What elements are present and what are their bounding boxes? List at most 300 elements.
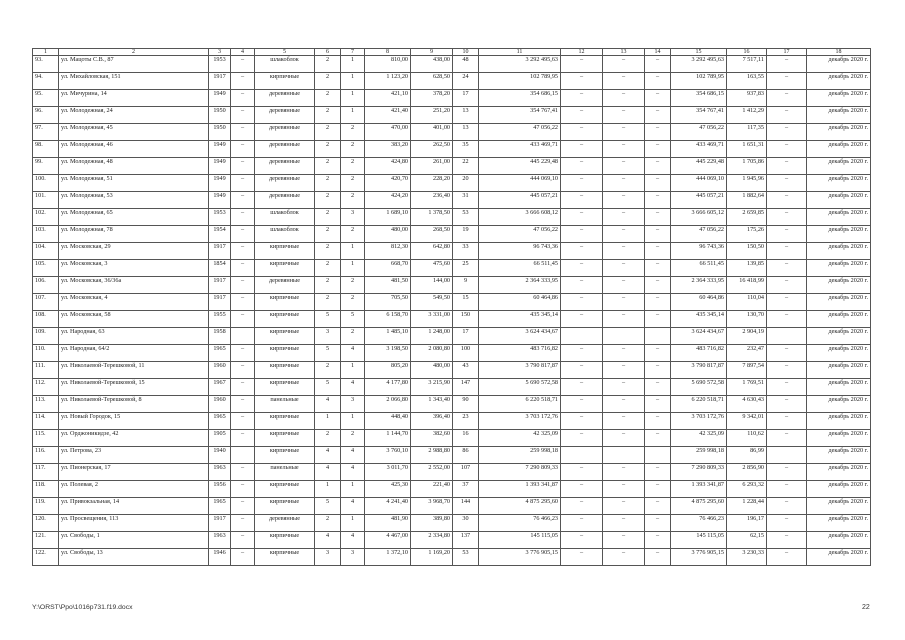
cell-entrances: 1 — [341, 107, 365, 124]
cell-floors: 3 — [315, 549, 341, 566]
cell-address: ул. Московская, 4 — [59, 294, 209, 311]
cell-entrances: 4 — [341, 447, 365, 464]
cell-wall-material: кирпичные — [255, 260, 315, 277]
cell-total-area: 425,30 — [365, 481, 411, 498]
cell-col-13: – — [603, 379, 645, 396]
cell-col-17: – — [767, 294, 807, 311]
cell-total-cost: 444 069,10 — [671, 175, 727, 192]
cell-entrances: 1 — [341, 56, 365, 73]
table-row — [33, 209, 871, 226]
cell-cost-per-m2: 163,55 — [727, 73, 767, 90]
column-header: 14 — [645, 49, 671, 56]
cell-floors: 4 — [315, 447, 341, 464]
cell-col-14: – — [645, 464, 671, 481]
cell-col-12: – — [561, 498, 603, 515]
column-header: 13 — [603, 49, 645, 56]
cell-row-number: 109. — [33, 328, 59, 345]
table-row — [33, 243, 871, 260]
cell-deadline: декабрь 2020 г. — [807, 209, 871, 226]
cell-col-17: – — [767, 549, 807, 566]
cell-col-17: – — [767, 464, 807, 481]
cell-deadline: декабрь 2020 г. — [807, 226, 871, 243]
cell-cost-per-m2: 1 769,51 — [727, 379, 767, 396]
cell-cost-per-m2: 139,85 — [727, 260, 767, 277]
table-row — [33, 158, 871, 175]
cell-col-12: – — [561, 90, 603, 107]
cell-col-14: – — [645, 175, 671, 192]
cell-living-area: 2 552,00 — [411, 464, 453, 481]
cell-row-number: 117. — [33, 464, 59, 481]
column-header: 2 — [59, 49, 209, 56]
cell-col-13: – — [603, 124, 645, 141]
cell-living-area: 228,20 — [411, 175, 453, 192]
table-row — [33, 498, 871, 515]
cell-col-14: – — [645, 209, 671, 226]
cell-deadline: декабрь 2020 г. — [807, 56, 871, 73]
cell-repair-cost: 354 767,41 — [479, 107, 561, 124]
cell-wall-material: деревянные — [255, 124, 315, 141]
cell-col-4: – — [231, 73, 255, 90]
page-number: 22 — [862, 604, 870, 611]
cell-entrances: 1 — [341, 413, 365, 430]
cell-col-4: – — [231, 175, 255, 192]
column-header: 8 — [365, 49, 411, 56]
cell-total-area: 424,80 — [365, 158, 411, 175]
cell-row-number: 118. — [33, 481, 59, 498]
table-row — [33, 549, 871, 566]
cell-cost-per-m2: 7 897,54 — [727, 362, 767, 379]
cell-col-14: – — [645, 277, 671, 294]
cell-residents: 137 — [453, 532, 479, 549]
cell-repair-cost: 60 464,86 — [479, 294, 561, 311]
cell-col-12: – — [561, 464, 603, 481]
cell-col-14 — [645, 447, 671, 464]
cell-total-cost: 445 229,48 — [671, 158, 727, 175]
cell-cost-per-m2: 4 630,43 — [727, 396, 767, 413]
cell-col-12: – — [561, 141, 603, 158]
cell-address: ул. Московская, 29 — [59, 243, 209, 260]
cell-floors: 4 — [315, 396, 341, 413]
cell-deadline: декабрь 2020 г. — [807, 175, 871, 192]
cell-floors: 2 — [315, 192, 341, 209]
cell-cost-per-m2: 1 882,64 — [727, 192, 767, 209]
cell-cost-per-m2: 196,17 — [727, 515, 767, 532]
cell-entrances: 2 — [341, 192, 365, 209]
cell-col-12: – — [561, 124, 603, 141]
cell-total-area: 421,40 — [365, 107, 411, 124]
cell-col-17: – — [767, 481, 807, 498]
cell-residents: 100 — [453, 345, 479, 362]
cell-living-area: 1 248,00 — [411, 328, 453, 345]
column-header: 10 — [453, 49, 479, 56]
cell-cost-per-m2: 62,15 — [727, 532, 767, 549]
cell-total-cost: 3 790 817,87 — [671, 362, 727, 379]
cell-residents: 30 — [453, 515, 479, 532]
column-header: 1 — [33, 49, 59, 56]
cell-build-year: 1954 — [209, 226, 231, 243]
cell-wall-material: шлакоблок — [255, 209, 315, 226]
cell-col-4: – — [231, 243, 255, 260]
cell-build-year: 1955 — [209, 311, 231, 328]
cell-residents: 53 — [453, 549, 479, 566]
cell-total-cost: 1 393 341,87 — [671, 481, 727, 498]
cell-repair-cost: 3 624 434,67 — [479, 328, 561, 345]
cell-col-4: – — [231, 90, 255, 107]
cell-total-area: 3 011,70 — [365, 464, 411, 481]
cell-col-17: – — [767, 141, 807, 158]
cell-row-number: 106. — [33, 277, 59, 294]
cell-col-17: – — [767, 209, 807, 226]
cell-col-13: – — [603, 549, 645, 566]
cell-deadline: декабрь 2020 г. — [807, 294, 871, 311]
cell-col-13: – — [603, 141, 645, 158]
cell-entrances: 4 — [341, 379, 365, 396]
cell-total-cost: 445 057,21 — [671, 192, 727, 209]
cell-col-14: – — [645, 73, 671, 90]
cell-row-number: 116. — [33, 447, 59, 464]
cell-floors: 2 — [315, 430, 341, 447]
cell-total-cost: 433 469,71 — [671, 141, 727, 158]
cell-col-17: – — [767, 175, 807, 192]
cell-wall-material: панельные — [255, 396, 315, 413]
table-row — [33, 73, 871, 90]
cell-col-17: – — [767, 73, 807, 90]
cell-repair-cost: 42 325,09 — [479, 430, 561, 447]
table-row — [33, 532, 871, 549]
cell-total-cost: 2 364 333,95 — [671, 277, 727, 294]
cell-col-17: – — [767, 107, 807, 124]
cell-col-4: – — [231, 141, 255, 158]
cell-col-12: – — [561, 311, 603, 328]
cell-col-13: – — [603, 243, 645, 260]
cell-col-13: – — [603, 345, 645, 362]
cell-total-area: 1 144,70 — [365, 430, 411, 447]
cell-entrances: 3 — [341, 396, 365, 413]
cell-build-year: 1940 — [209, 447, 231, 464]
cell-living-area: 3 215,90 — [411, 379, 453, 396]
cell-col-12 — [561, 447, 603, 464]
cell-living-area: 438,00 — [411, 56, 453, 73]
cell-address: ул. Петрова, 23 — [59, 447, 209, 464]
cell-entrances: 2 — [341, 277, 365, 294]
cell-col-12: – — [561, 175, 603, 192]
cell-col-12: – — [561, 379, 603, 396]
cell-col-13: – — [603, 464, 645, 481]
cell-row-number: 96. — [33, 107, 59, 124]
cell-deadline: декабрь 2020 г. — [807, 498, 871, 515]
cell-entrances: 3 — [341, 549, 365, 566]
cell-col-4: – — [231, 413, 255, 430]
cell-total-cost: 145 115,05 — [671, 532, 727, 549]
cell-residents: 35 — [453, 141, 479, 158]
cell-residents: 37 — [453, 481, 479, 498]
cell-col-4 — [231, 328, 255, 345]
table-row — [33, 175, 871, 192]
cell-row-number: 97. — [33, 124, 59, 141]
cell-row-number: 98. — [33, 141, 59, 158]
cell-row-number: 121. — [33, 532, 59, 549]
cell-total-cost: 96 743,36 — [671, 243, 727, 260]
cell-build-year: 1946 — [209, 549, 231, 566]
cell-col-14: – — [645, 311, 671, 328]
cell-repair-cost: 96 743,36 — [479, 243, 561, 260]
cell-col-14: – — [645, 141, 671, 158]
cell-residents: 9 — [453, 277, 479, 294]
cell-deadline: декабрь 2020 г. — [807, 396, 871, 413]
cell-total-cost: 483 716,82 — [671, 345, 727, 362]
cell-col-17: – — [767, 226, 807, 243]
cell-repair-cost: 3 776 905,15 — [479, 549, 561, 566]
cell-residents: 13 — [453, 124, 479, 141]
cell-total-area: 6 158,70 — [365, 311, 411, 328]
cell-entrances: 2 — [341, 124, 365, 141]
cell-build-year: 1905 — [209, 430, 231, 447]
table-row — [33, 413, 871, 430]
header-row — [33, 49, 871, 56]
cell-residents: 20 — [453, 175, 479, 192]
cell-col-14: – — [645, 549, 671, 566]
cell-row-number: 122. — [33, 549, 59, 566]
cell-col-17: – — [767, 56, 807, 73]
cell-total-area: 470,00 — [365, 124, 411, 141]
cell-col-12: – — [561, 73, 603, 90]
table-row — [33, 328, 871, 345]
cell-build-year: 1917 — [209, 73, 231, 90]
cell-total-area: 421,10 — [365, 90, 411, 107]
cell-living-area: 221,40 — [411, 481, 453, 498]
cell-col-17: – — [767, 311, 807, 328]
cell-row-number: 108. — [33, 311, 59, 328]
cell-row-number: 101. — [33, 192, 59, 209]
cell-address: ул. Народная, 63 — [59, 328, 209, 345]
cell-col-14: – — [645, 362, 671, 379]
cell-total-area: 1 123,20 — [365, 73, 411, 90]
cell-repair-cost: 445 057,21 — [479, 192, 561, 209]
cell-repair-cost: 6 220 518,71 — [479, 396, 561, 413]
cell-col-14: – — [645, 481, 671, 498]
cell-deadline: декабрь 2020 г. — [807, 107, 871, 124]
cell-col-4: – — [231, 345, 255, 362]
cell-col-14: – — [645, 107, 671, 124]
cell-residents: 17 — [453, 328, 479, 345]
cell-wall-material: деревянные — [255, 277, 315, 294]
cell-cost-per-m2: 6 293,32 — [727, 481, 767, 498]
cell-col-4: – — [231, 396, 255, 413]
cell-col-12: – — [561, 56, 603, 73]
cell-total-cost: 3 666 605,12 — [671, 209, 727, 226]
cell-entrances: 5 — [341, 311, 365, 328]
cell-col-13: – — [603, 430, 645, 447]
cell-deadline: декабрь 2020 г. — [807, 277, 871, 294]
cell-address: ул. Молодежная, 48 — [59, 158, 209, 175]
cell-total-area: 812,30 — [365, 243, 411, 260]
cell-living-area: 236,40 — [411, 192, 453, 209]
cell-address: ул. Просвещения, 113 — [59, 515, 209, 532]
table-row — [33, 311, 871, 328]
cell-address: ул. Московская, 58 — [59, 311, 209, 328]
cell-col-4: – — [231, 294, 255, 311]
cell-repair-cost: 445 229,48 — [479, 158, 561, 175]
cell-wall-material: кирпичные — [255, 362, 315, 379]
cell-residents: 86 — [453, 447, 479, 464]
cell-repair-cost: 3 292 495,63 — [479, 56, 561, 73]
table-row — [33, 56, 871, 73]
cell-entrances: 1 — [341, 481, 365, 498]
cell-cost-per-m2: 16 418,99 — [727, 277, 767, 294]
cell-col-4: – — [231, 464, 255, 481]
cell-residents: 16 — [453, 430, 479, 447]
cell-living-area: 549,50 — [411, 294, 453, 311]
cell-build-year: 1949 — [209, 192, 231, 209]
cell-residents: 15 — [453, 294, 479, 311]
cell-address: ул. Мацоты С.В., 87 — [59, 56, 209, 73]
table-row — [33, 464, 871, 481]
cell-floors: 2 — [315, 277, 341, 294]
cell-floors: 2 — [315, 243, 341, 260]
cell-repair-cost: 47 056,22 — [479, 124, 561, 141]
cell-floors: 5 — [315, 345, 341, 362]
cell-col-17: – — [767, 515, 807, 532]
cell-col-14 — [645, 328, 671, 345]
cell-col-17: – — [767, 498, 807, 515]
cell-floors: 2 — [315, 124, 341, 141]
cell-floors: 2 — [315, 141, 341, 158]
cell-living-area: 401,00 — [411, 124, 453, 141]
cell-col-13: – — [603, 515, 645, 532]
cell-col-13: – — [603, 481, 645, 498]
cell-living-area: 480,00 — [411, 362, 453, 379]
cell-total-cost: 3 624 434,67 — [671, 328, 727, 345]
cell-wall-material: шлакоблок — [255, 226, 315, 243]
cell-col-12: – — [561, 294, 603, 311]
cell-deadline: декабрь 2020 г. — [807, 532, 871, 549]
table-row — [33, 362, 871, 379]
cell-deadline: декабрь 2020 г. — [807, 447, 871, 464]
cell-total-area: 2 066,80 — [365, 396, 411, 413]
cell-residents: 23 — [453, 413, 479, 430]
cell-entrances: 2 — [341, 158, 365, 175]
cell-entrances: 1 — [341, 362, 365, 379]
cell-col-17: – — [767, 243, 807, 260]
cell-repair-cost: 66 511,45 — [479, 260, 561, 277]
cell-col-17: – — [767, 430, 807, 447]
cell-col-4: – — [231, 515, 255, 532]
cell-repair-cost: 76 466,23 — [479, 515, 561, 532]
cell-repair-cost: 7 290 809,33 — [479, 464, 561, 481]
cell-living-area: 2 334,80 — [411, 532, 453, 549]
cell-floors: 4 — [315, 532, 341, 549]
cell-living-area: 642,80 — [411, 243, 453, 260]
cell-cost-per-m2: 1 945,96 — [727, 175, 767, 192]
cell-total-area: 481,90 — [365, 515, 411, 532]
cell-address: ул. Молодежная, 53 — [59, 192, 209, 209]
cell-floors: 5 — [315, 379, 341, 396]
cell-col-14: – — [645, 532, 671, 549]
cell-col-12: – — [561, 430, 603, 447]
cell-deadline: декабрь 2020 г. — [807, 379, 871, 396]
cell-total-area: 4 241,40 — [365, 498, 411, 515]
cell-cost-per-m2: 1 412,29 — [727, 107, 767, 124]
cell-total-cost: 42 325,09 — [671, 430, 727, 447]
cell-address: ул. Московская, 36/36а — [59, 277, 209, 294]
cell-wall-material: кирпичные — [255, 532, 315, 549]
cell-deadline: декабрь 2020 г. — [807, 413, 871, 430]
cell-entrances: 4 — [341, 345, 365, 362]
cell-col-17: – — [767, 413, 807, 430]
cell-residents: 147 — [453, 379, 479, 396]
cell-cost-per-m2: 2 904,19 — [727, 328, 767, 345]
cell-cost-per-m2: 1 651,31 — [727, 141, 767, 158]
cell-col-12: – — [561, 362, 603, 379]
cell-cost-per-m2: 2 659,85 — [727, 209, 767, 226]
cell-repair-cost: 5 690 572,58 — [479, 379, 561, 396]
cell-wall-material: кирпичные — [255, 73, 315, 90]
cell-col-13 — [603, 447, 645, 464]
cell-col-4: – — [231, 532, 255, 549]
cell-col-17 — [767, 447, 807, 464]
cell-wall-material: кирпичные — [255, 345, 315, 362]
cell-build-year: 1963 — [209, 464, 231, 481]
cell-col-12: – — [561, 209, 603, 226]
cell-deadline: декабрь 2020 г. — [807, 515, 871, 532]
cell-floors: 2 — [315, 90, 341, 107]
cell-col-4: – — [231, 124, 255, 141]
table-row — [33, 260, 871, 277]
cell-entrances: 4 — [341, 532, 365, 549]
cell-wall-material: кирпичные — [255, 243, 315, 260]
cell-col-4: – — [231, 430, 255, 447]
cell-repair-cost: 1 393 341,87 — [479, 481, 561, 498]
cell-total-area: 481,50 — [365, 277, 411, 294]
file-path-footer: Y:\ORST\Ppo\1016p731.f19.docx — [32, 604, 133, 611]
cell-cost-per-m2: 7 517,11 — [727, 56, 767, 73]
cell-deadline: декабрь 2020 г. — [807, 362, 871, 379]
cell-col-4: – — [231, 56, 255, 73]
cell-living-area: 378,20 — [411, 90, 453, 107]
table-row — [33, 515, 871, 532]
cell-floors: 2 — [315, 73, 341, 90]
cell-col-4 — [231, 447, 255, 464]
cell-residents: 22 — [453, 158, 479, 175]
cell-row-number: 120. — [33, 515, 59, 532]
cell-cost-per-m2: 150,50 — [727, 243, 767, 260]
table-row — [33, 379, 871, 396]
cell-repair-cost: 102 789,95 — [479, 73, 561, 90]
cell-residents: 33 — [453, 243, 479, 260]
cell-col-17: – — [767, 192, 807, 209]
column-header: 16 — [727, 49, 767, 56]
cell-wall-material: деревянные — [255, 107, 315, 124]
cell-col-17: – — [767, 277, 807, 294]
cell-total-cost: 47 056,22 — [671, 124, 727, 141]
cell-row-number: 119. — [33, 498, 59, 515]
cell-total-area: 1 485,10 — [365, 328, 411, 345]
cell-entrances: 2 — [341, 430, 365, 447]
cell-build-year: 1949 — [209, 175, 231, 192]
cell-build-year: 1967 — [209, 379, 231, 396]
cell-row-number: 94. — [33, 73, 59, 90]
cell-col-12: – — [561, 243, 603, 260]
cell-row-number: 93. — [33, 56, 59, 73]
cell-entrances: 2 — [341, 141, 365, 158]
cell-col-14: – — [645, 413, 671, 430]
cell-repair-cost: 145 115,05 — [479, 532, 561, 549]
column-header: 15 — [671, 49, 727, 56]
cell-build-year: 1949 — [209, 141, 231, 158]
cell-cost-per-m2: 1 228,44 — [727, 498, 767, 515]
cell-wall-material: кирпичные — [255, 549, 315, 566]
cell-living-area: 1 169,20 — [411, 549, 453, 566]
